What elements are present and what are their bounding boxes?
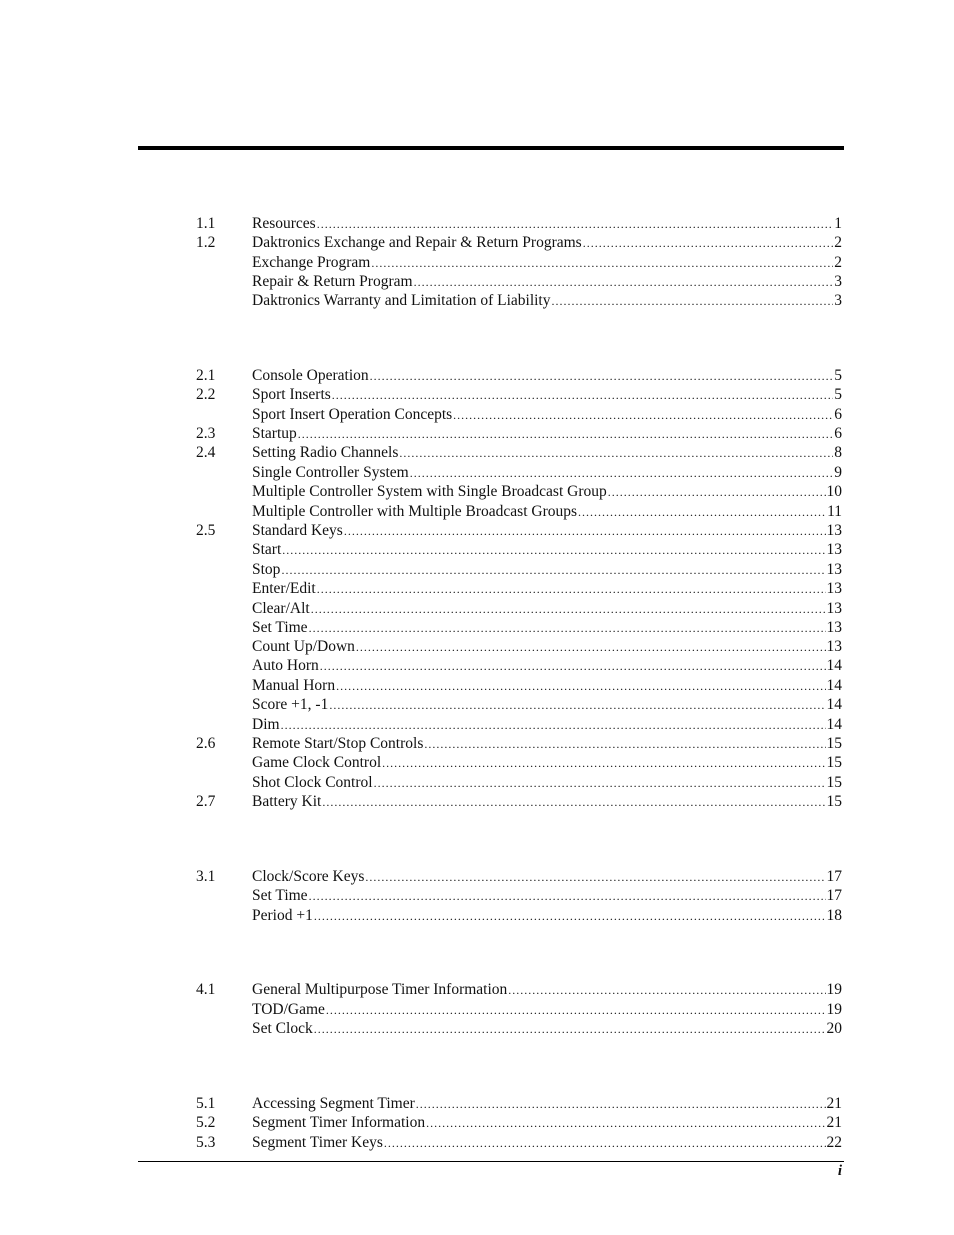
toc-entry-title: Set Clock — [252, 1020, 313, 1037]
toc-dot-leader — [453, 406, 833, 425]
toc-entry[interactable] — [0, 482, 954, 501]
toc-dot-leader — [370, 367, 834, 386]
toc-dot-leader — [332, 386, 833, 405]
toc-dot-leader — [384, 1134, 826, 1153]
toc-dot-leader — [309, 619, 826, 638]
toc-entry-number: 2.2 — [196, 386, 216, 403]
toc-entry[interactable] — [0, 906, 954, 925]
toc-entry[interactable] — [0, 405, 954, 424]
toc-dot-leader — [382, 754, 825, 773]
toc-entry-title: Daktronics Warranty and Limitation of Liability — [252, 292, 551, 309]
toc-dot-leader — [314, 907, 826, 926]
toc-dot-leader — [399, 444, 833, 463]
toc-entry-number: 2.7 — [196, 793, 216, 810]
toc-entry-number: 2.4 — [196, 444, 216, 461]
toc-dot-leader — [281, 716, 826, 735]
toc-entry[interactable] — [0, 886, 954, 905]
toc-entry-title: Standard Keys — [252, 522, 343, 539]
toc-dot-leader — [416, 1095, 826, 1114]
toc-entry-line — [252, 599, 842, 619]
toc-entry[interactable] — [0, 253, 954, 272]
toc-entry-title: Exchange Program — [252, 254, 371, 271]
toc-entry-line — [252, 253, 842, 273]
toc-dot-leader — [298, 425, 833, 444]
toc-entry[interactable] — [0, 1113, 954, 1132]
toc-entry[interactable] — [0, 1094, 954, 1113]
toc-entry[interactable] — [0, 753, 954, 772]
toc-dot-leader — [410, 464, 834, 483]
toc-entry-page: 19 — [826, 1001, 842, 1018]
toc-entry-title: Segment Timer Keys — [252, 1134, 383, 1151]
toc-entry-line — [252, 482, 842, 502]
toc-entry-number: 2.5 — [196, 522, 216, 539]
toc-entry-title: Clock/Score Keys — [252, 868, 365, 885]
toc-entry-title: Set Time — [252, 619, 308, 636]
toc-entry-line — [252, 214, 842, 234]
toc-entry-title: Setting Radio Channels — [252, 444, 399, 461]
toc-entry[interactable] — [0, 1133, 954, 1152]
toc-entry-title: Auto Horn — [252, 657, 319, 674]
toc-entry-line — [252, 618, 842, 638]
toc-entry-page: 1 — [834, 215, 842, 232]
toc-entry-line — [252, 773, 842, 793]
toc-entry-line — [252, 656, 842, 676]
toc-entry[interactable] — [0, 560, 954, 579]
toc-entry-page: 2 — [834, 254, 842, 271]
toc-entry[interactable] — [0, 676, 954, 695]
toc-entry[interactable] — [0, 618, 954, 637]
toc-entry-line — [252, 637, 842, 657]
toc-dot-leader — [374, 774, 826, 793]
toc-entry-line — [252, 233, 842, 253]
toc-entry[interactable] — [0, 540, 954, 559]
toc-entry[interactable] — [0, 385, 954, 404]
toc-entry-line — [252, 502, 842, 522]
toc-entry-line — [252, 560, 842, 580]
toc-entry-number: 5.1 — [196, 1095, 216, 1112]
toc-entry-number: 2.6 — [196, 735, 216, 752]
toc-entry-number: 3.1 — [196, 868, 216, 885]
toc-entry-line — [252, 291, 842, 311]
toc-entry-page: 13 — [826, 522, 842, 539]
toc-entry-number: 5.3 — [196, 1134, 216, 1151]
toc-entry-page: 13 — [826, 541, 842, 558]
toc-entry-line — [252, 272, 842, 292]
toc-entry-line — [252, 867, 842, 887]
toc-dot-leader — [326, 1001, 826, 1020]
toc-entry-line — [252, 753, 842, 773]
toc-entry[interactable] — [0, 867, 954, 886]
toc-entry-line — [252, 715, 842, 735]
toc-entry-title: Repair & Return Program — [252, 273, 413, 290]
toc-entry-page: 15 — [826, 774, 842, 791]
toc-entry-page: 15 — [826, 735, 842, 752]
toc-entry-page: 13 — [826, 619, 842, 636]
toc-entry[interactable] — [0, 272, 954, 291]
toc-entry-page: 14 — [826, 716, 842, 733]
toc-entry-page: 18 — [826, 907, 842, 924]
toc-entry-page: 22 — [826, 1134, 842, 1151]
toc-entry[interactable] — [0, 521, 954, 540]
toc-entry[interactable] — [0, 366, 954, 385]
toc-dot-leader — [424, 735, 825, 754]
toc-entry-line — [252, 886, 842, 906]
toc-entry-title: Enter/Edit — [252, 580, 316, 597]
toc-entry-title: Sport Insert Operation Concepts — [252, 406, 453, 423]
toc-entry-title: Manual Horn — [252, 677, 336, 694]
toc-entry[interactable] — [0, 443, 954, 462]
toc-entry-page: 10 — [826, 483, 842, 500]
toc-entry[interactable] — [0, 463, 954, 482]
toc-entry-line — [252, 1113, 842, 1133]
toc-dot-leader — [583, 234, 834, 253]
toc-entry-line — [252, 1094, 842, 1114]
toc-entry-line — [252, 906, 842, 926]
toc-entry-title: Segment Timer Information — [252, 1114, 426, 1131]
toc-dot-leader — [314, 1020, 826, 1039]
toc-entry-line — [252, 521, 842, 541]
toc-dot-leader — [344, 522, 826, 541]
toc-entry-line — [252, 676, 842, 696]
toc-entry-page: 6 — [834, 425, 842, 442]
toc-entry-number: 1.1 — [196, 215, 216, 232]
toc-dot-leader — [309, 887, 826, 906]
toc-dot-leader — [356, 638, 826, 657]
toc-dot-leader — [365, 868, 825, 887]
toc-entry-number: 2.1 — [196, 367, 216, 384]
toc-entry-title: Accessing Segment Timer — [252, 1095, 415, 1112]
toc-entry-line — [252, 424, 842, 444]
toc-entry-number: 5.2 — [196, 1114, 216, 1131]
toc-dot-leader — [336, 677, 825, 696]
toc-entry-title: Startup — [252, 425, 297, 442]
toc-dot-leader — [320, 657, 826, 676]
toc-entry-line — [252, 463, 842, 483]
bottom-rule — [138, 1161, 844, 1162]
page-number: i — [837, 1163, 842, 1179]
toc-entry-number: 2.3 — [196, 425, 216, 442]
toc-entry-title: Start — [252, 541, 282, 558]
toc-entry-line — [252, 1019, 842, 1039]
toc-entry[interactable] — [0, 773, 954, 792]
toc-entry-title: Dim — [252, 716, 280, 733]
toc-entry-line — [252, 695, 842, 715]
toc-entry-title: Daktronics Exchange and Repair & Return Programs — [252, 234, 582, 251]
toc-entry-page: 17 — [826, 887, 842, 904]
toc-entry-page: 14 — [826, 677, 842, 694]
toc-dot-leader — [281, 561, 825, 580]
toc-entry-page: 15 — [826, 754, 842, 771]
toc-entry-page: 13 — [826, 600, 842, 617]
toc-entry-title: Battery Kit — [252, 793, 322, 810]
toc-entry-title: Count Up/Down — [252, 638, 355, 655]
toc-dot-leader — [552, 292, 834, 311]
toc-dot-leader — [317, 215, 834, 234]
toc-entry-line — [252, 980, 842, 1000]
toc-entry-title: Score +1, -1 — [252, 696, 329, 713]
toc-entry-title: General Multipurpose Timer Information — [252, 981, 508, 998]
toc-dot-leader — [578, 503, 826, 522]
toc-entry-title: Sport Inserts — [252, 386, 331, 403]
toc-entry[interactable] — [0, 792, 954, 811]
toc-dot-leader — [317, 580, 826, 599]
toc-entry-page: 17 — [826, 868, 842, 885]
toc-dot-leader — [371, 254, 833, 273]
toc-entry-page: 14 — [826, 657, 842, 674]
toc-entry-page: 21 — [826, 1095, 842, 1112]
toc-entry-page: 5 — [834, 367, 842, 384]
toc-entry[interactable] — [0, 291, 954, 310]
toc-entry-page: 2 — [834, 234, 842, 251]
toc-entry-title: Shot Clock Control — [252, 774, 373, 791]
toc-entry-page: 13 — [826, 638, 842, 655]
toc-entry[interactable] — [0, 715, 954, 734]
toc-entry-title: Game Clock Control — [252, 754, 382, 771]
toc-entry[interactable] — [0, 637, 954, 656]
toc-entry-title: Resources — [252, 215, 316, 232]
toc-entry-line — [252, 366, 842, 386]
toc-entry-line — [252, 734, 842, 754]
toc-entry-title: TOD/Game — [252, 1001, 325, 1018]
toc-entry-number: 4.1 — [196, 981, 216, 998]
toc-entry[interactable] — [0, 980, 954, 999]
toc-entry[interactable] — [0, 579, 954, 598]
toc-entry-page: 21 — [826, 1114, 842, 1131]
toc-entry-title: Set Time — [252, 887, 308, 904]
toc-entry-page: 3 — [834, 273, 842, 290]
toc-entry-title: Multiple Controller System with Single Broadcast Group — [252, 483, 607, 500]
toc-dot-leader — [329, 696, 825, 715]
toc-entry-page: 9 — [834, 464, 842, 481]
toc-entry-line — [252, 792, 842, 812]
toc-entry[interactable] — [0, 424, 954, 443]
toc-entry-number: 1.2 — [196, 234, 216, 251]
toc-entry-line — [252, 405, 842, 425]
toc-entry-page: 19 — [826, 981, 842, 998]
toc-entry-page: 8 — [834, 444, 842, 461]
toc-entry-title: Single Controller System — [252, 464, 409, 481]
toc-entry-line — [252, 385, 842, 405]
toc-entry-title: Clear/Alt — [252, 600, 310, 617]
toc-entry-page: 5 — [834, 386, 842, 403]
toc-entry[interactable] — [0, 695, 954, 714]
toc-entry-page: 15 — [826, 793, 842, 810]
toc-entry-page: 13 — [826, 580, 842, 597]
toc-entry-page: 13 — [826, 561, 842, 578]
toc-entry-page: 20 — [826, 1020, 842, 1037]
toc-entry-title: Multiple Controller with Multiple Broadcast Groups — [252, 503, 578, 520]
toc-entry[interactable] — [0, 214, 954, 233]
toc-entry-page: 6 — [834, 406, 842, 423]
toc-entry-line — [252, 1133, 842, 1153]
toc-entry-title: Period +1 — [252, 907, 313, 924]
top-rule — [138, 146, 844, 150]
toc-entry[interactable] — [0, 233, 954, 252]
toc-entry-line — [252, 540, 842, 560]
toc-entry-page: 11 — [827, 503, 842, 520]
toc-entry[interactable] — [0, 734, 954, 753]
toc-entry[interactable] — [0, 599, 954, 618]
toc-dot-leader — [426, 1114, 825, 1133]
toc-entry[interactable] — [0, 656, 954, 675]
toc-entry-line — [252, 443, 842, 463]
toc-dot-leader — [414, 273, 834, 292]
toc-dot-leader — [608, 483, 826, 502]
toc-entry-line — [252, 1000, 842, 1020]
toc-dot-leader — [322, 793, 825, 812]
toc-entry-page: 14 — [826, 696, 842, 713]
toc-entry-title: Stop — [252, 561, 281, 578]
toc-dot-leader — [282, 541, 825, 560]
toc-entry-page: 3 — [834, 292, 842, 309]
toc-entry[interactable] — [0, 1000, 954, 1019]
toc-entry-title: Remote Start/Stop Controls — [252, 735, 424, 752]
toc-entry[interactable] — [0, 1019, 954, 1038]
toc-entry-title: Console Operation — [252, 367, 369, 384]
toc-entry[interactable] — [0, 502, 954, 521]
toc-dot-leader — [311, 600, 826, 619]
toc-entry-line — [252, 579, 842, 599]
toc-dot-leader — [508, 981, 825, 1000]
